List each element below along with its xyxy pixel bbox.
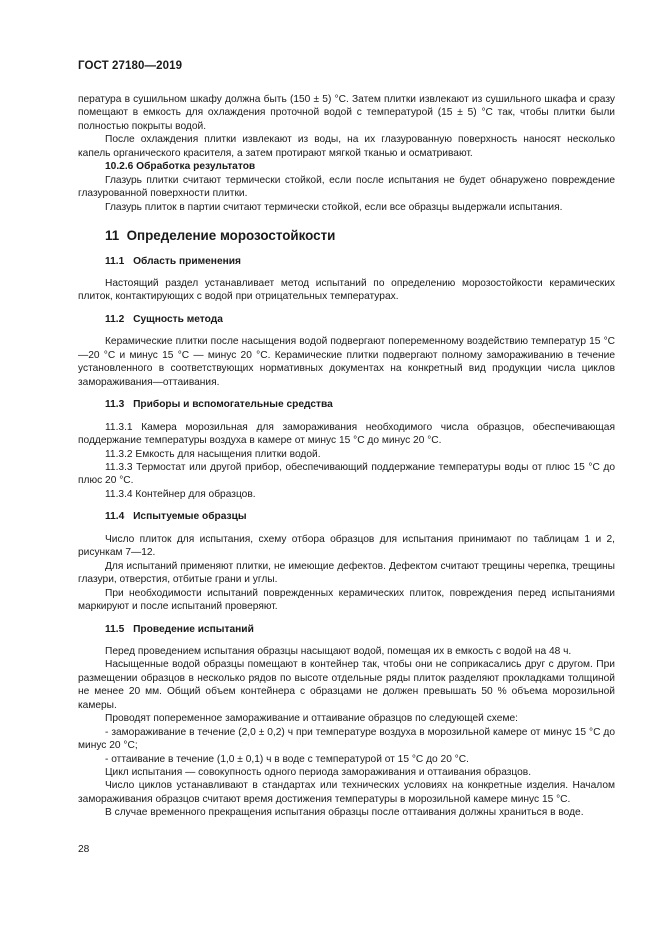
paragraph: Для испытаний применяют плитки, не имеющие дефектов. Дефектом считают трещины черепка, трещины глазури, отверстия, отбитые грани и углы. — [78, 560, 615, 586]
subsection-number: 11.1 — [105, 255, 125, 267]
subsection-heading-11-4 — [105, 510, 615, 523]
subsection-title: Область применения — [133, 255, 241, 267]
section-title: Определение морозостойкости — [126, 228, 336, 244]
paragraph: При необходимости испытаний поврежденных керамических плиток, повреждения перед испытаниями маркируют и после испытаний проверяют. — [78, 587, 615, 613]
subsection-heading-11-2 — [105, 313, 615, 326]
paragraph: 11.3.4 Контейнер для образцов. — [105, 488, 256, 500]
paragraph: Число плиток для испытания, схему отбора образцов для испытания принимают по таблицам 1 и 2, рисункам 7—12. — [78, 533, 615, 559]
subsection-number: 11.3 — [105, 399, 125, 411]
subsection-number: 11.4 — [105, 511, 125, 523]
paragraph: Керамические плитки после насыщения водой подвергают попеременному воздействию температур 15 °С—20 °С и минус 15 °С — минус 20 °С. Керамические плитки подвергают полному замораживанию в течение установленного в соответствующих нормативных документах на конкретный вид продукции числа циклов замораживания—оттаивания. — [78, 336, 615, 388]
paragraph: Настоящий раздел устанавливает метод испытаний по определению морозостойкости керамических плиток, контактирующих с водой при отрицательных температурах. — [78, 277, 615, 303]
subsection-number: 11.5 — [105, 623, 125, 635]
section-heading-11 — [105, 229, 615, 242]
paragraph: Число циклов устанавливают в стандартах или технических условиях на конкретные изделия. Началом замораживания образцов считают время достижения температуры в морозильной камере минус 15 °С. — [78, 780, 615, 805]
subsection-title: Проведение испытаний — [133, 623, 254, 635]
paragraph: пература в сушильном шкафу должна быть (150 ± 5) °С. Затем плитки извлекают из сушильного шкафа и сразу помещают в емкость для охлаждения проточной водой с температурой (15 ± 5) °С так, чтобы плитки были полностью покрыты водой. — [78, 94, 615, 132]
paragraph: 11.3.1 Камера морозильная для замораживания необходимого числа образцов, обеспечивающая поддержание температуры воздуха в камере от минус 15 °С до минус 20 °С. — [78, 421, 615, 447]
subsection-title: Обработка результатов — [136, 161, 256, 173]
subsection-heading-10-2-6 — [105, 160, 615, 173]
list-item: - оттаивание в течение (1,0 ± 0,1) ч в воде с температурой от 15 °С до 20 °С. — [105, 753, 469, 765]
subsection-heading-11-5 — [105, 623, 615, 636]
subsection-title: Сущность метода — [133, 313, 223, 325]
subsection-number: 11.2 — [105, 313, 125, 325]
subsection-number: 10.2.6 — [105, 161, 134, 173]
paragraph: Насыщенные водой образцы помещают в контейнер так, чтобы они не соприкасались друг с другом. При размещении образцов в несколько рядов по высоте отдельные ряды плиток разделяют прокладками толщиной не менее 20 мм. Общий объем контейнера с образцами не должен превышать 50 % объема морозильной камеры. — [78, 659, 615, 711]
list-item: - замораживание в течение (2,0 ± 0,2) ч при температуре воздуха в морозильной камере от минус 15 °С до минус 20 °С; — [78, 726, 615, 752]
paragraph: Проводят попеременное замораживание и оттаивание образцов по следующей схеме: — [105, 713, 518, 725]
subsection-title: Приборы и вспомогательные средства — [133, 399, 333, 411]
document-header: ГОСТ 27180—2019 — [78, 60, 183, 72]
subsection-heading-11-3 — [105, 398, 615, 411]
paragraph: Цикл испытания — совокупность одного периода замораживания и оттаивания образцов. — [105, 767, 532, 779]
paragraph: 11.3.2 Емкость для насыщения плитки водой. — [105, 448, 321, 460]
paragraph: Глазурь плиток в партии считают термически стойкой, если все образцы выдержали испытания. — [105, 201, 563, 213]
paragraph: 11.3.3 Термостат или другой прибор, обеспечивающий поддержание температуры воды от плюс 15 °С до плюс 20 °С. — [78, 461, 615, 487]
subsection-heading-11-1 — [105, 255, 615, 268]
paragraph: Перед проведением испытания образцы насыщают водой, помещая их в емкость с водой на 48 ч. — [105, 645, 572, 657]
page-number: 28 — [78, 844, 90, 855]
paragraph: В случае временного прекращения испытания образцы после оттаивания должны храниться в воде. — [105, 807, 584, 819]
section-number: 11 — [105, 228, 120, 244]
page-content — [78, 93, 615, 820]
subsection-title: Испытуемые образцы — [133, 511, 247, 523]
paragraph: Глазурь плитки считают термически стойкой, если после испытания не будет обнаружено повреждение глазурованной поверхности плитки. — [78, 174, 615, 200]
paragraph: После охлаждения плитки извлекают из воды, на их глазурованную поверхность наносят несколько капель органического красителя, а затем протирают мягкой тканью и осматривают. — [78, 134, 615, 159]
